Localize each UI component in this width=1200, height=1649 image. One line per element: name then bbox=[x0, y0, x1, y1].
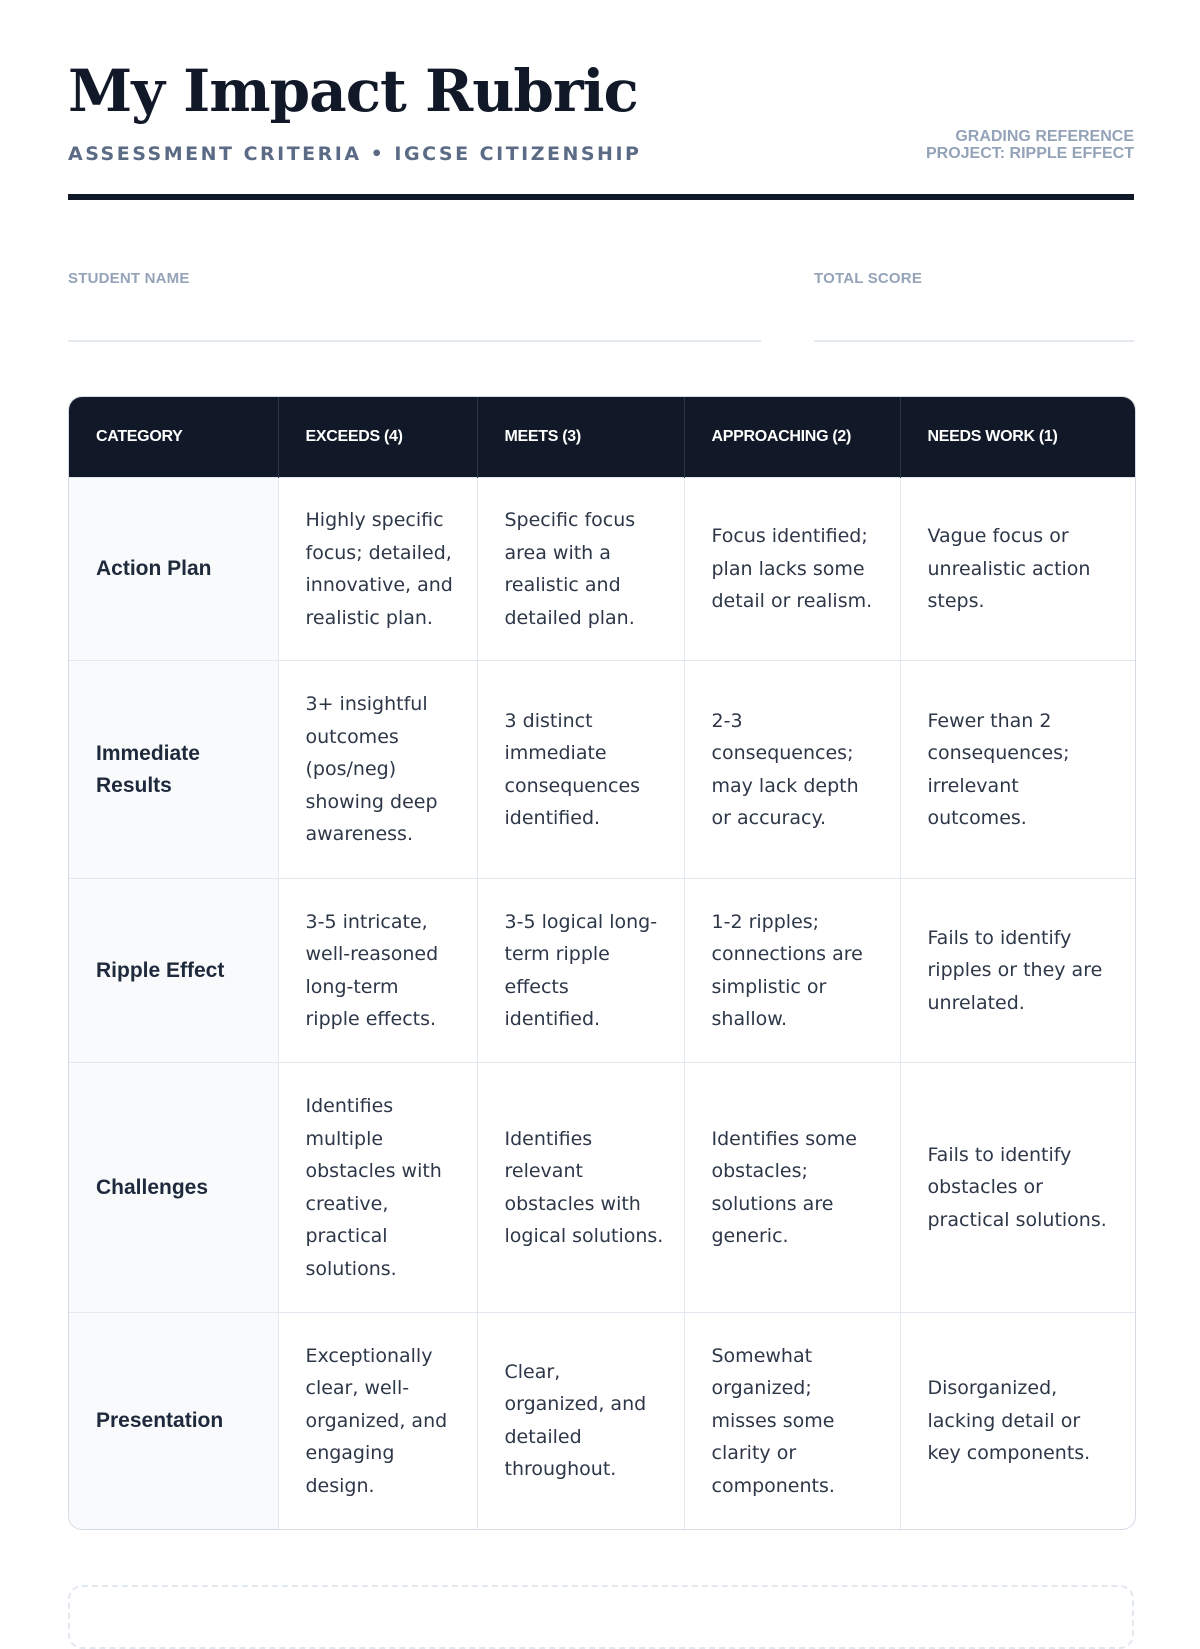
table-header-row bbox=[69, 397, 1135, 478]
page-title: My Impact Rubric bbox=[68, 57, 638, 125]
table-row bbox=[69, 1063, 1135, 1313]
needs-work-cell: Fails to identify ripples or they are unrelated. bbox=[900, 879, 1135, 1063]
exceeds-cell: Identifies multiple obstacles with creative, practical solutions. bbox=[278, 1063, 477, 1313]
approaching-cell: 2-3 consequences; may lack depth or accuracy. bbox=[684, 661, 900, 879]
header bbox=[68, 0, 1134, 200]
meets-cell: 3-5 logical long-term ripple effects identified. bbox=[477, 879, 684, 1063]
page-subtitle: ASSESSMENT CRITERIA • IGCSE CITIZENSHIP bbox=[68, 143, 642, 165]
rubric-table bbox=[69, 397, 1135, 1529]
rubric-table-card bbox=[68, 396, 1136, 1530]
reference-line-2: PROJECT: RIPPLE EFFECT bbox=[925, 145, 1134, 162]
total-score-field[interactable] bbox=[814, 270, 922, 287]
table-row bbox=[69, 661, 1135, 879]
rubric-page bbox=[68, 0, 1134, 1497]
student-name-line bbox=[68, 340, 761, 342]
needs-work-cell: Disorganized, lacking detail or key components. bbox=[900, 1313, 1135, 1529]
category-cell: Ripple Effect bbox=[69, 879, 278, 1063]
meets-cell: Clear, organized, and detailed throughout. bbox=[477, 1313, 684, 1529]
exceeds-cell: 3-5 intricate, well-reasoned long-term ripple effects. bbox=[278, 879, 477, 1063]
needs-work-cell: Fewer than 2 consequences; irrelevant outcomes. bbox=[900, 661, 1135, 879]
approaching-cell: 1-2 ripples; connections are simplistic or shallow. bbox=[684, 879, 900, 1063]
student-name-field[interactable] bbox=[68, 270, 190, 287]
reference-line-1: GRADING REFERENCE bbox=[955, 128, 1134, 145]
header-divider bbox=[68, 194, 1134, 200]
category-cell: Action Plan bbox=[69, 478, 278, 661]
column-header-category: CATEGORY bbox=[69, 397, 278, 478]
exceeds-cell: Highly specific focus; detailed, innovative, and realistic plan. bbox=[278, 478, 477, 661]
column-header-meets: MEETS (3) bbox=[477, 397, 684, 478]
notes-box bbox=[68, 1585, 1134, 1649]
table-row bbox=[69, 879, 1135, 1063]
needs-work-cell: Vague focus or unrealistic action steps. bbox=[900, 478, 1135, 661]
grading-reference bbox=[926, 128, 1134, 162]
needs-work-cell: Fails to identify obstacles or practical solutions. bbox=[900, 1063, 1135, 1313]
column-header-exceeds: EXCEEDS (4) bbox=[278, 397, 477, 478]
meets-cell: 3 distinct immediate consequences identified. bbox=[477, 661, 684, 879]
total-score-label: TOTAL SCORE bbox=[814, 270, 923, 287]
category-cell: Presentation bbox=[69, 1313, 278, 1529]
exceeds-cell: Exceptionally clear, well-organized, and engaging design. bbox=[278, 1313, 477, 1529]
approaching-cell: Somewhat organized; misses some clarity or components. bbox=[684, 1313, 900, 1529]
meets-cell: Specific focus area with a realistic and detailed plan. bbox=[477, 478, 684, 661]
meets-cell: Identifies relevant obstacles with logical solutions. bbox=[477, 1063, 684, 1313]
exceeds-cell: 3+ insightful outcomes (pos/neg) showing deep awareness. bbox=[278, 661, 477, 879]
table-row bbox=[69, 1313, 1135, 1529]
column-header-approaching: APPROACHING (2) bbox=[684, 397, 900, 478]
category-cell: Challenges bbox=[69, 1063, 278, 1313]
approaching-cell: Focus identified; plan lacks some detail or realism. bbox=[684, 478, 900, 661]
column-header-needs-work: NEEDS WORK (1) bbox=[900, 397, 1135, 478]
total-score-line bbox=[814, 340, 1134, 342]
approaching-cell: Identifies some obstacles; solutions are generic. bbox=[684, 1063, 900, 1313]
student-name-label: STUDENT NAME bbox=[68, 270, 190, 287]
table-row bbox=[69, 478, 1135, 661]
category-cell: Immediate Results bbox=[69, 661, 278, 879]
